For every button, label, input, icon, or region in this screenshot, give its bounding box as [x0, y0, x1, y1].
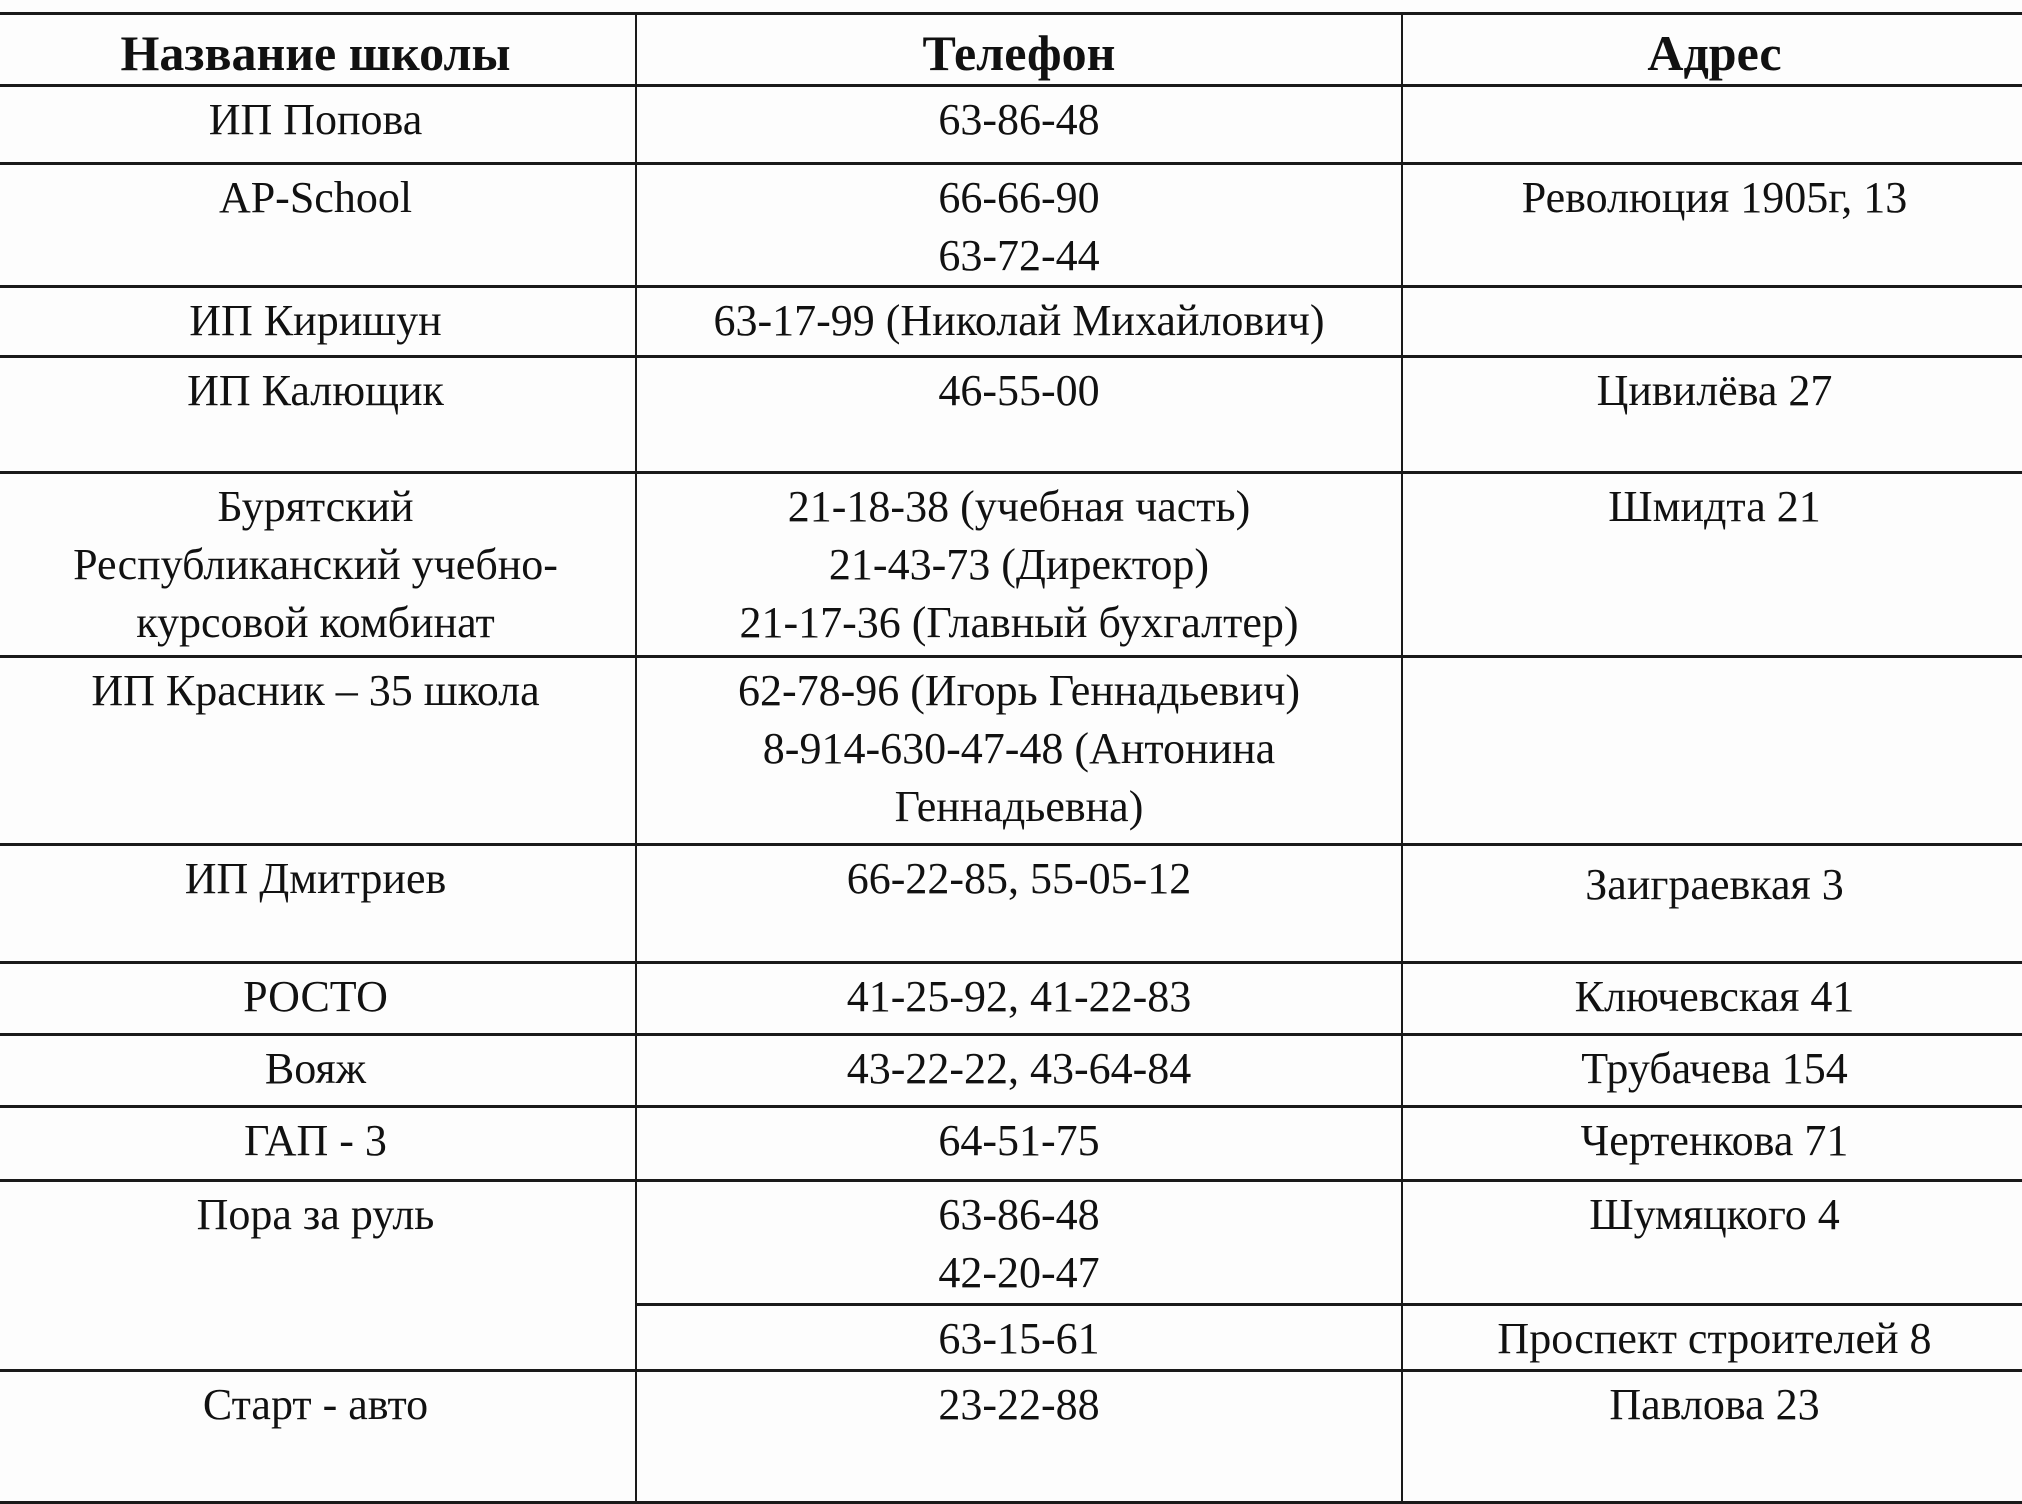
- school-name-cell: Бурятский Республиканский учебно- курсовой комбинат: [0, 473, 636, 657]
- phone-cell: 46-55-00: [636, 357, 1402, 473]
- header-address: Адрес: [1402, 14, 2022, 86]
- school-name-cell: ИП Калющик: [0, 357, 636, 473]
- address-cell: Цивилёва 27: [1402, 357, 2022, 473]
- phone-cell: 66-66-90 63-72-44: [636, 164, 1402, 287]
- phone-cell: 63-17-99 (Николай Михайлович): [636, 287, 1402, 357]
- school-name-cell: ИП Попова: [0, 86, 636, 164]
- table-row: [0, 963, 2022, 1035]
- table-row: [0, 473, 2022, 657]
- phone-cell: 43-22-22, 43-64-84: [636, 1035, 1402, 1107]
- school-name-cell: AP-School: [0, 164, 636, 287]
- school-name-cell: Пора за руль: [0, 1181, 636, 1371]
- header-row: [0, 14, 2022, 86]
- table-row: [0, 657, 2022, 845]
- table-row: [0, 845, 2022, 963]
- phone-cell: 62-78-96 (Игорь Геннадьевич) 8-914-630-47-48 (Антонина Геннадьевна): [636, 657, 1402, 845]
- school-name-cell: ИП Киришун: [0, 287, 636, 357]
- address-cell: Революция 1905г, 13: [1402, 164, 2022, 287]
- phone-cell: 41-25-92, 41-22-83: [636, 963, 1402, 1035]
- table-row: [0, 1371, 2022, 1503]
- table-row: [0, 1107, 2022, 1181]
- school-name-cell: ИП Красник – 35 школа: [0, 657, 636, 845]
- driving-schools-table: [0, 12, 2022, 1504]
- address-cell: Шумяцкого 4: [1402, 1181, 2022, 1305]
- address-cell: Заиграевкая 3: [1402, 845, 2022, 963]
- phone-cell: 63-86-48 42-20-47: [636, 1181, 1402, 1305]
- address-cell: Шмидта 21: [1402, 473, 2022, 657]
- phone-cell: 63-15-61: [636, 1305, 1402, 1371]
- school-name-cell: Вояж: [0, 1035, 636, 1107]
- school-name-cell: ГАП - 3: [0, 1107, 636, 1181]
- address-cell: Трубачева 154: [1402, 1035, 2022, 1107]
- phone-cell: 21-18-38 (учебная часть) 21-43-73 (Директор) 21-17-36 (Главный бухгалтер): [636, 473, 1402, 657]
- phone-cell: 63-86-48: [636, 86, 1402, 164]
- phone-cell: 66-22-85, 55-05-12: [636, 845, 1402, 963]
- phone-cell: 64-51-75: [636, 1107, 1402, 1181]
- address-cell: [1402, 657, 2022, 845]
- table-row: [0, 1035, 2022, 1107]
- address-cell: Павлова 23: [1402, 1371, 2022, 1503]
- address-cell: Ключевская 41: [1402, 963, 2022, 1035]
- table-row: [0, 287, 2022, 357]
- table-row: [0, 357, 2022, 473]
- table-row: [0, 1181, 2022, 1305]
- header-phone: Телефон: [636, 14, 1402, 86]
- school-name-cell: ИП Дмитриев: [0, 845, 636, 963]
- address-cell: Чертенкова 71: [1402, 1107, 2022, 1181]
- school-name-cell: Старт - авто: [0, 1371, 636, 1503]
- address-cell: [1402, 287, 2022, 357]
- header-school-name: Название школы: [0, 14, 636, 86]
- table-row: [0, 164, 2022, 287]
- table-row: [0, 86, 2022, 164]
- school-name-cell: РОСТО: [0, 963, 636, 1035]
- phone-cell: 23-22-88: [636, 1371, 1402, 1503]
- address-cell: Проспект строителей 8: [1402, 1305, 2022, 1371]
- address-cell: [1402, 86, 2022, 164]
